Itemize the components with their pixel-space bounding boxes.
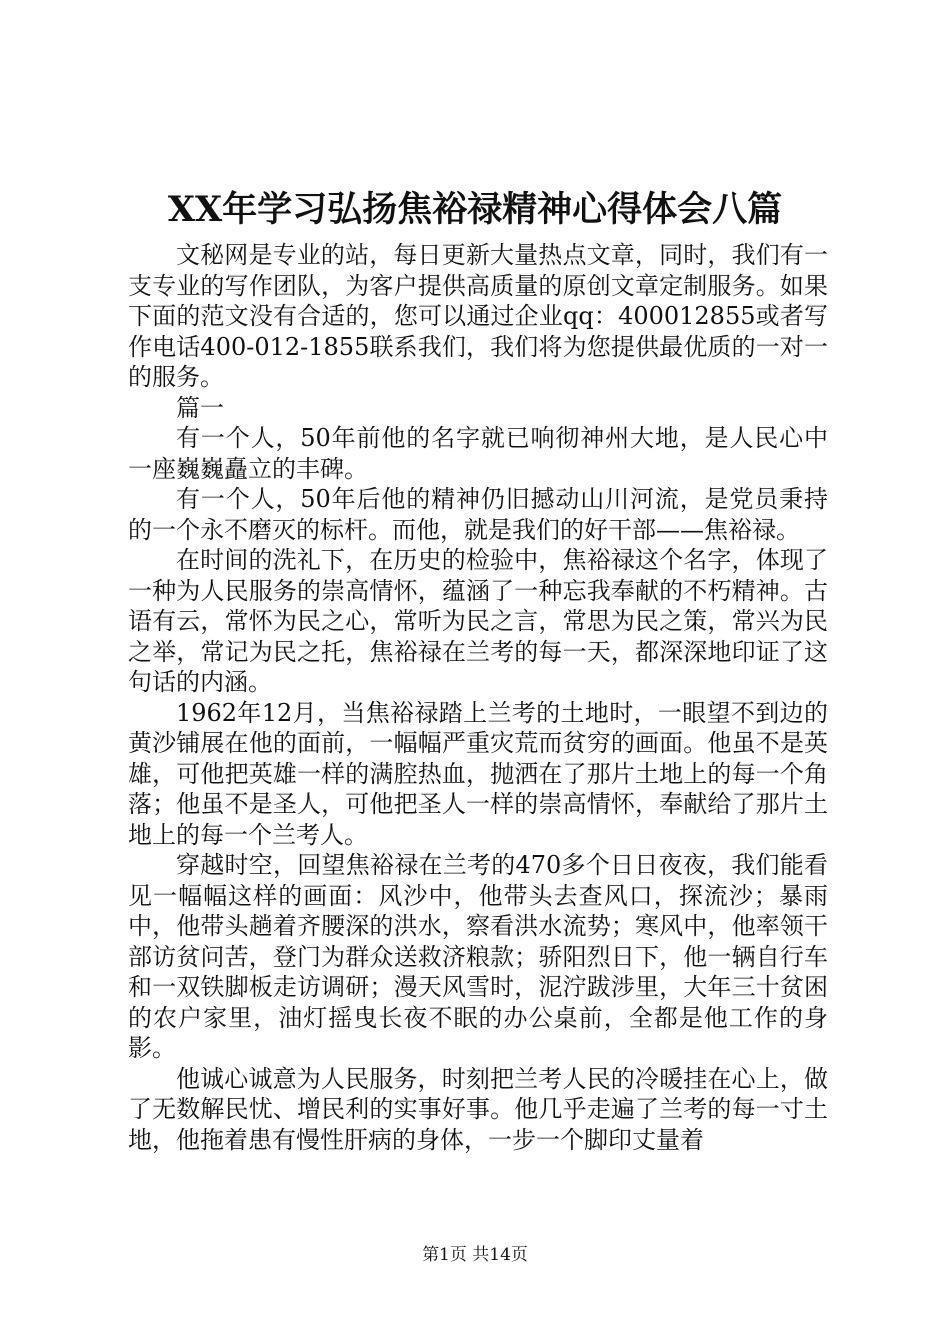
body-paragraph: 1962年12月，当焦裕禄踏上兰考的土地时，一眼望不到边的黄沙铺展在他的面前，一幅幅严重灾荒而贫穷的画面。他虽不是英雄，可他把英雄一样的满腔热血，抛洒在了那片土地上的每一个角落；他虽不是圣人，可他把圣人一样的崇高情怀，奉献给了那片土地上的每一个兰考人。: [128, 698, 828, 849]
document-title: XX年学习弘扬焦裕禄精神心得体会八篇: [167, 189, 783, 230]
body-paragraph: 有一个人，50年前他的名字就已响彻神州大地，是人民心中一座巍巍矗立的丰碑。: [128, 424, 828, 483]
intro-paragraph: 文秘网是专业的站，每日更新大量热点文章，同时，我们有一支专业的写作团队，为客户提供高质量的原创文章定制服务。如果下面的范文没有合适的，您可以通过企业qq：400012855或者写作电话400-012-1855联系我们，我们将为您提供最优质的一对一的服务。: [128, 241, 828, 391]
body-paragraph: 穿越时空，回望焦裕禄在兰考的470多个日日夜夜，我们能看见一幅幅这样的画面：风沙中，他带头去查风口，探流沙；暴雨中，他带头趟着齐腰深的洪水，察看洪水流势；寒风中，他率领干部访贫问苦，登门为群众送救济粮款；骄阳烈日下，他一辆自行车和一双铁脚板走访调研；漫天风雪时，泥泞跋涉里，大年三十贫困的农户家里，油灯摇曳长夜不眠的办公桌前，全都是他工作的身影。: [128, 851, 828, 1062]
body-paragraph: 有一个人，50年后他的精神仍旧撼动山川河流，是党员秉持的一个永不磨灭的标杆。而他，就是我们的好干部——焦裕禄。: [128, 485, 828, 544]
section-heading: 篇一: [176, 393, 224, 422]
document-body: [128, 240, 828, 1155]
body-paragraph: 他诚心诚意为人民服务，时刻把兰考人民的冷暖挂在心上，做了无数解民忧、增民利的实事好事。他几乎走遍了兰考的每一寸土地，他拖着患有慢性肝病的身体，一步一个脚印丈量着: [128, 1064, 828, 1154]
body-paragraph: 在时间的洗礼下，在历史的检验中，焦裕禄这个名字，体现了一种为人民服务的崇高情怀，蕴涵了一种忘我奉献的不朽精神。古语有云，常怀为民之心，常听为民之言，常思为民之策，常兴为民之举，常记为民之托，焦裕禄在兰考的每一天，都深深地印证了这句话的内涵。: [128, 546, 828, 696]
page-footer: 第1页 共14页: [422, 1245, 528, 1265]
